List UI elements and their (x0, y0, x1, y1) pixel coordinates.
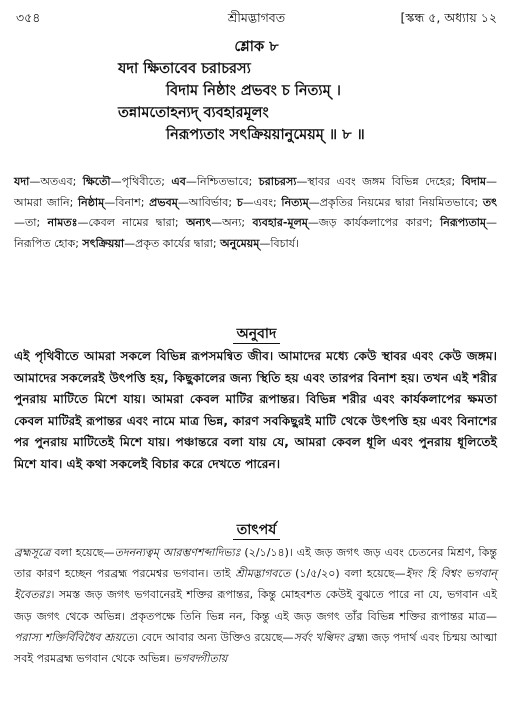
synonym-meaning: বিচার্য। (270, 236, 299, 250)
synonym-meaning: পৃথিবীতে; (121, 175, 165, 188)
synonym-item: অনুমেয়ম্—বিচার্য। (220, 236, 299, 250)
purport-segment: (১/৫/২০) বলা হয়েছে— (290, 567, 406, 581)
synonym-meaning: স্থাবর এবং জঙ্গম বিভিন্ন দেহের; (307, 175, 456, 188)
synonym-word: যদা (14, 175, 30, 188)
synonym-meaning: প্রকৃত কার্যের দ্বারা; (135, 236, 217, 250)
synonym-word: চ (236, 195, 243, 209)
synonym-item: নামতঃ—কেবল নামের দ্বারা; (47, 216, 179, 229)
verse-line: নিরূপ্যতাং সৎক্রিয়য়ানুমেয়ম্ ॥ ৮ ॥ (166, 127, 365, 143)
synonym-meaning: কেবল নামের দ্বারা; (88, 216, 179, 229)
synonym-item: সৎক্রিয়য়া—প্রকৃত কার্যের দ্বারা; (82, 236, 217, 250)
synonym-item: নিষ্ঠাম্—বিনাশ; (78, 195, 145, 209)
synonym-meaning: নিশ্চিতভাবে; (196, 175, 253, 188)
page-header (14, 10, 499, 30)
synonym-item: প্রভবম্—আবির্ভাব; (149, 195, 233, 209)
synonym-meaning: প্রকৃতির নিয়মের দ্বারা নিয়মিতভাবে; (319, 195, 479, 209)
synonym-word: নিত্যম্ (281, 195, 309, 209)
synonym-word: প্রভবম্ (149, 195, 178, 209)
purport-segment: । সমস্ত জড় জগৎ ভগবানেরই শক্তির রূপান্তর, কিন্তু মোহবশত কেউই বুঝতে পারে না যে, ভগবান এই জড় জগৎ থেকে অভিন্ন। প্রকৃতপক্ষে তিনি ভিন্ন নন, কিন্তু এই জড় জগৎ তাঁর বিভিন্ন শক্তির রূপান্তর মাত্র— (14, 588, 497, 623)
synonym-meaning: নিরূপিত হোক; (14, 236, 79, 250)
synonym-meaning: তা; (25, 216, 41, 229)
synonym-meaning: আবির্ভাব; (188, 195, 233, 209)
synonym-item: চ—এবং; (236, 195, 277, 209)
translation-heading-text: অনুবাদ (233, 326, 281, 344)
synonym-meaning: আমরা জানি; (14, 195, 74, 209)
synonym-word: অনুমেয়ম্ (220, 236, 260, 250)
page-number: ৩৫৪ (16, 10, 41, 25)
synonym-word: ক্ষিতৌ (82, 175, 111, 188)
synonym-word: তৎ (482, 195, 498, 209)
synonym-item: যদা—অতএব; (14, 175, 77, 188)
synonym-word: নিষ্ঠাম্ (78, 195, 105, 209)
synonym-item: ব্যবহার-মূলম্—জড় কার্যকলাপের কারণ; (252, 216, 433, 229)
word-for-word-synonyms (14, 172, 497, 254)
synonym-meaning: এবং; (253, 195, 277, 209)
translation-heading (0, 322, 513, 346)
verse-line: যদা ক্ষিতাবেব চরাচরস্য (118, 61, 251, 77)
purport-segment: । বেদে আবার অন্য উক্তিও রয়েছে— (133, 630, 294, 644)
purport-quote: ইদং হি বিশ্বং ভগবান্ ইবেতরঃ (14, 567, 498, 602)
verse-block (0, 36, 513, 146)
purport-quote: সর্বং খল্বিদং ব্রহ্ম (293, 630, 365, 644)
verse-title: শ্লোক ৮ (234, 39, 279, 55)
purport-quote: শ্রীমদ্ভাগবতে (235, 567, 291, 581)
synonym-meaning: জড় কার্যকলাপের কারণ; (318, 216, 433, 229)
synonym-item: বিদাম—আমরা জানি; (14, 175, 497, 209)
purport-quote: তদনন্যত্বম্ আরম্ভণশব্দাদিভ্যঃ (114, 546, 241, 559)
canto-chapter: [স্কন্ধ ৫, অধ্যায় ১২ (400, 10, 497, 25)
synonym-item: এব—নিশ্চিতভাবে; (171, 175, 253, 188)
purport-heading-text: তাৎপর্য (233, 522, 281, 540)
synonym-word: চরাচরস্য (258, 175, 297, 188)
synonym-meaning: অতএব; (40, 175, 77, 188)
purport-quote: পরাস্য শক্তির্বিবিধৈব শ্রূয়তে (14, 630, 134, 644)
synonym-word: বিদাম (461, 175, 486, 188)
synonym-item: নিরূপ্যতাম্—নিরূপিত হোক; (14, 216, 498, 250)
synonym-meaning: বিনাশ; (115, 195, 145, 209)
purport-heading (0, 518, 513, 542)
synonym-word: নামতঃ (47, 216, 78, 229)
verse-line: তন্নামতোহন্যদ্ ব্যবহারমূলং (118, 105, 269, 121)
synonym-item: ক্ষিতৌ—পৃথিবীতে; (82, 175, 165, 188)
synonym-item: তৎ—তা; (14, 195, 498, 229)
purport-segment: বলা হয়েছে— (50, 546, 115, 559)
translation-text: এই পৃথিবীতে আমরা সকলে বিভিন্ন রূপসমন্বিত জীব। আমাদের মধ্যে কেউ স্থাবর এবং কেউ জঙ্গম। আমাদের সকলেরই উৎপত্তি হয়, কিছুকালের জন্য স্থিতি হয় এবং তারপর বিনাশ হয়। তখন এই শরীর পুনরায় মাটিতে মিশে যায়। আমরা কেবল মাটির রূপান্তর। বিভিন্ন শরীর এবং কার্যকলাপের ক্ষমতা কেবল মাটিরই রূপান্তর এবং নামে মাত্র ভিন্ন, কারণ সবকিছুরই মাটি থেকে উৎপত্তি হয় এবং বিনাশের পর পুনরায় মাটিতেই মিশে যায়। পঞ্চান্তরে বলা যায় যে, আমরা কেবল ধূলি এবং পুনরায় ধূলিতেই মিশে যাব। এই কথা সকলেই বিচার করে দেখতে পারেন। (14, 349, 497, 471)
synonym-item: নিত্যম্—প্রকৃতির নিয়মের দ্বারা নিয়মিতভাবে; (281, 195, 479, 209)
purport-quote: ব্রহ্মসূত্রে (14, 546, 51, 559)
purport-segment: । জড় পদার্থ এবং চিন্ময় আত্মা সবই পরমব্রহ্ম ভগবান থেকে অভিন্ন। (14, 630, 498, 666)
book-title: শ্রীমদ্ভাগবত (227, 10, 286, 25)
synonym-item: অন্যৎ—অন্য; (185, 216, 246, 229)
synonym-word: নিরূপ্যতাম্ (440, 216, 487, 229)
synonym-meaning: অন্য; (222, 216, 246, 229)
synonym-word: এব (171, 175, 186, 188)
purport-quote: ভগবদ্গীতায় (173, 652, 228, 666)
synonym-item: চরাচরস্য—স্থাবর এবং জঙ্গম বিভিন্ন দেহের; (258, 175, 456, 188)
synonym-word: ব্যবহার-মূলম্ (252, 216, 308, 229)
synonym-word: অন্যৎ (185, 216, 212, 229)
purport-segment: (২/১/১৪)। এই জড় জগৎ জড় এবং চেতনের মিশ্রণ, কিন্তু তার কারণ হচ্ছেন পরব্রহ্ম পরমেশ্বর ভগবান। তাই (14, 546, 497, 581)
synonym-word: সৎক্রিয়য়া (82, 236, 125, 250)
verse-line: বিদাম নিষ্ঠাং প্রভবং চ নিত্যম্ । (166, 83, 341, 99)
purport-text (14, 542, 497, 669)
